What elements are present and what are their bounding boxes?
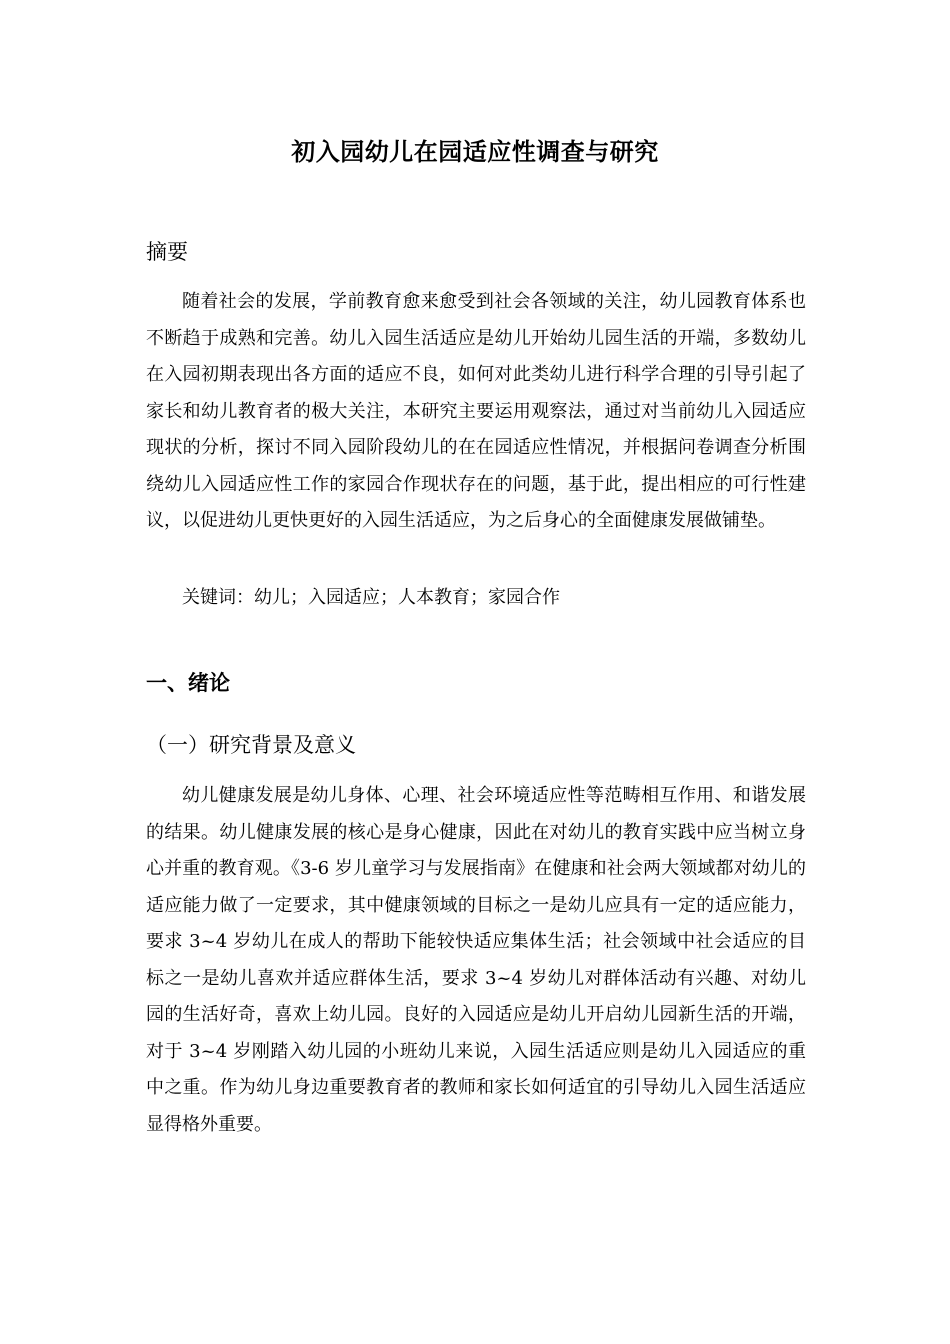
section-heading-introduction: 一、绪论 xyxy=(146,671,230,695)
document-title: 初入园幼儿在园适应性调查与研究 xyxy=(291,138,659,166)
subsection-heading-background: （一）研究背景及意义 xyxy=(146,733,356,757)
abstract-paragraph: 随着社会的发展，学前教育愈来愈受到社会各领域的关注，幼儿园教育体系也不断趋于成熟和完善。幼儿入园生活适应是幼儿开始幼儿园生活的开端，多数幼儿在入园初期表现出各方面的适应不良，如何对此类幼儿进行科学合理的引导引起了家长和幼儿教育者的极大关注，本研究主要运用观察法，通过对当前幼儿入园适应现状的分析，探讨不同入园阶段幼儿的在在园适应性情况，并根据问卷调查分析围绕幼儿入园适应性工作的家园合作现状存在的问题，基于此，提出相应的可行性建议，以促进幼儿更快更好的入园生活适应，为之后身心的全面健康发展做铺垫。 xyxy=(146,291,806,531)
background-paragraph: 幼儿健康发展是幼儿身体、心理、社会环境适应性等范畴相互作用、和谐发展的结果。幼儿健康发展的核心是身心健康，因此在对幼儿的教育实践中应当树立身心并重的教育观。《3-6 岁儿童学习与发展指南》在健康和社会两大领域都对幼儿的适应能力做了一定要求，其中健康领域的目标之一是幼儿应具有一定的适应能力，要求 3~4 岁幼儿在成人的帮助下能较快适应集体生活；社会领域中社会适应的目标之一是幼儿喜欢并适应群体生活，要求 3~4 岁幼儿对群体活动有兴趣、对幼儿园的生活好奇，喜欢上幼儿园。良好的入园适应是幼儿开启幼儿园新生活的开端，对于 3~4 岁刚踏入幼儿园的小班幼儿来说，入园生活适应则是幼儿入园适应的重中之重。作为幼儿身边重要教育者的教师和家长如何适宜的引导幼儿入园生活适应显得格外重要。 xyxy=(146,785,806,1135)
keywords-line: 关键词：幼儿；入园适应；人本教育；家园合作 xyxy=(182,587,560,608)
abstract-heading: 摘要 xyxy=(146,240,188,264)
